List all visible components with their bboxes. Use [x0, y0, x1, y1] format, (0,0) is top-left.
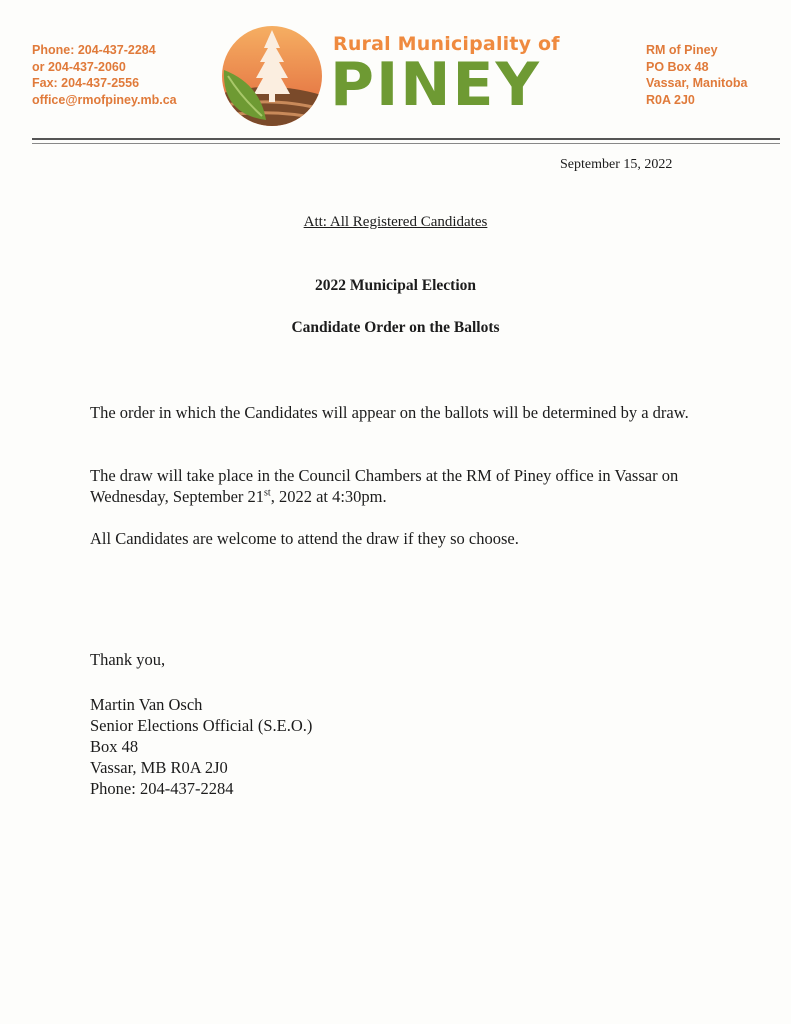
email-address: office@rmofpiney.mb.ca [32, 92, 177, 107]
signer-phone: Phone: 204-437-2284 [90, 779, 234, 798]
signer-name: Martin Van Osch [90, 695, 203, 714]
closing: Thank you, [90, 650, 166, 669]
address-line: PO Box 48 [646, 59, 709, 74]
letter-title: 2022 Municipal Election [314, 277, 477, 294]
signer-title: Senior Elections Official (S.E.O.) [90, 716, 313, 735]
paragraph [90, 465, 710, 507]
signer-city: Vassar, MB R0A 2J0 [90, 758, 228, 777]
alt-phone-number: or 204-437-2060 [32, 59, 126, 74]
brand-name: PINEY [330, 50, 541, 120]
address-line: Vassar, Manitoba [646, 76, 748, 90]
brand-subtitle: Rural Municipality of [333, 33, 560, 55]
header-divider [32, 138, 780, 140]
address-line: R0A 2J0 [646, 92, 695, 107]
fax-number: Fax: 204-437-2556 [32, 76, 140, 90]
pine-tree-sunset-leaf-icon [220, 24, 325, 128]
contact-info [32, 42, 177, 108]
paragraph: The order in which the Candidates will appear on the ballots will be determined by a draw. [90, 403, 689, 422]
signature-block [90, 694, 312, 799]
paragraph-text: , 2022 at 4:30pm. [270, 487, 387, 506]
signer-box: Box 48 [90, 737, 139, 756]
mailing-address [646, 42, 747, 108]
letter-date: September 15, 2022 [560, 157, 673, 172]
paragraph-text: The draw will take place in the Council Chambers at the RM of Piney office in Vassar on Wednesday, September 21 [90, 466, 679, 506]
address-line: RM of Piney [646, 43, 718, 57]
attention-line: Att: All Registered Candidates [303, 214, 488, 230]
header-divider-thin [32, 143, 780, 144]
ordinal-suffix: st [264, 487, 271, 499]
paragraph: All Candidates are welcome to attend the draw if they so choose. [90, 529, 519, 548]
phone-number: Phone: 204-437-2284 [32, 43, 156, 57]
letter-subtitle: Candidate Order on the Ballots [291, 319, 500, 336]
